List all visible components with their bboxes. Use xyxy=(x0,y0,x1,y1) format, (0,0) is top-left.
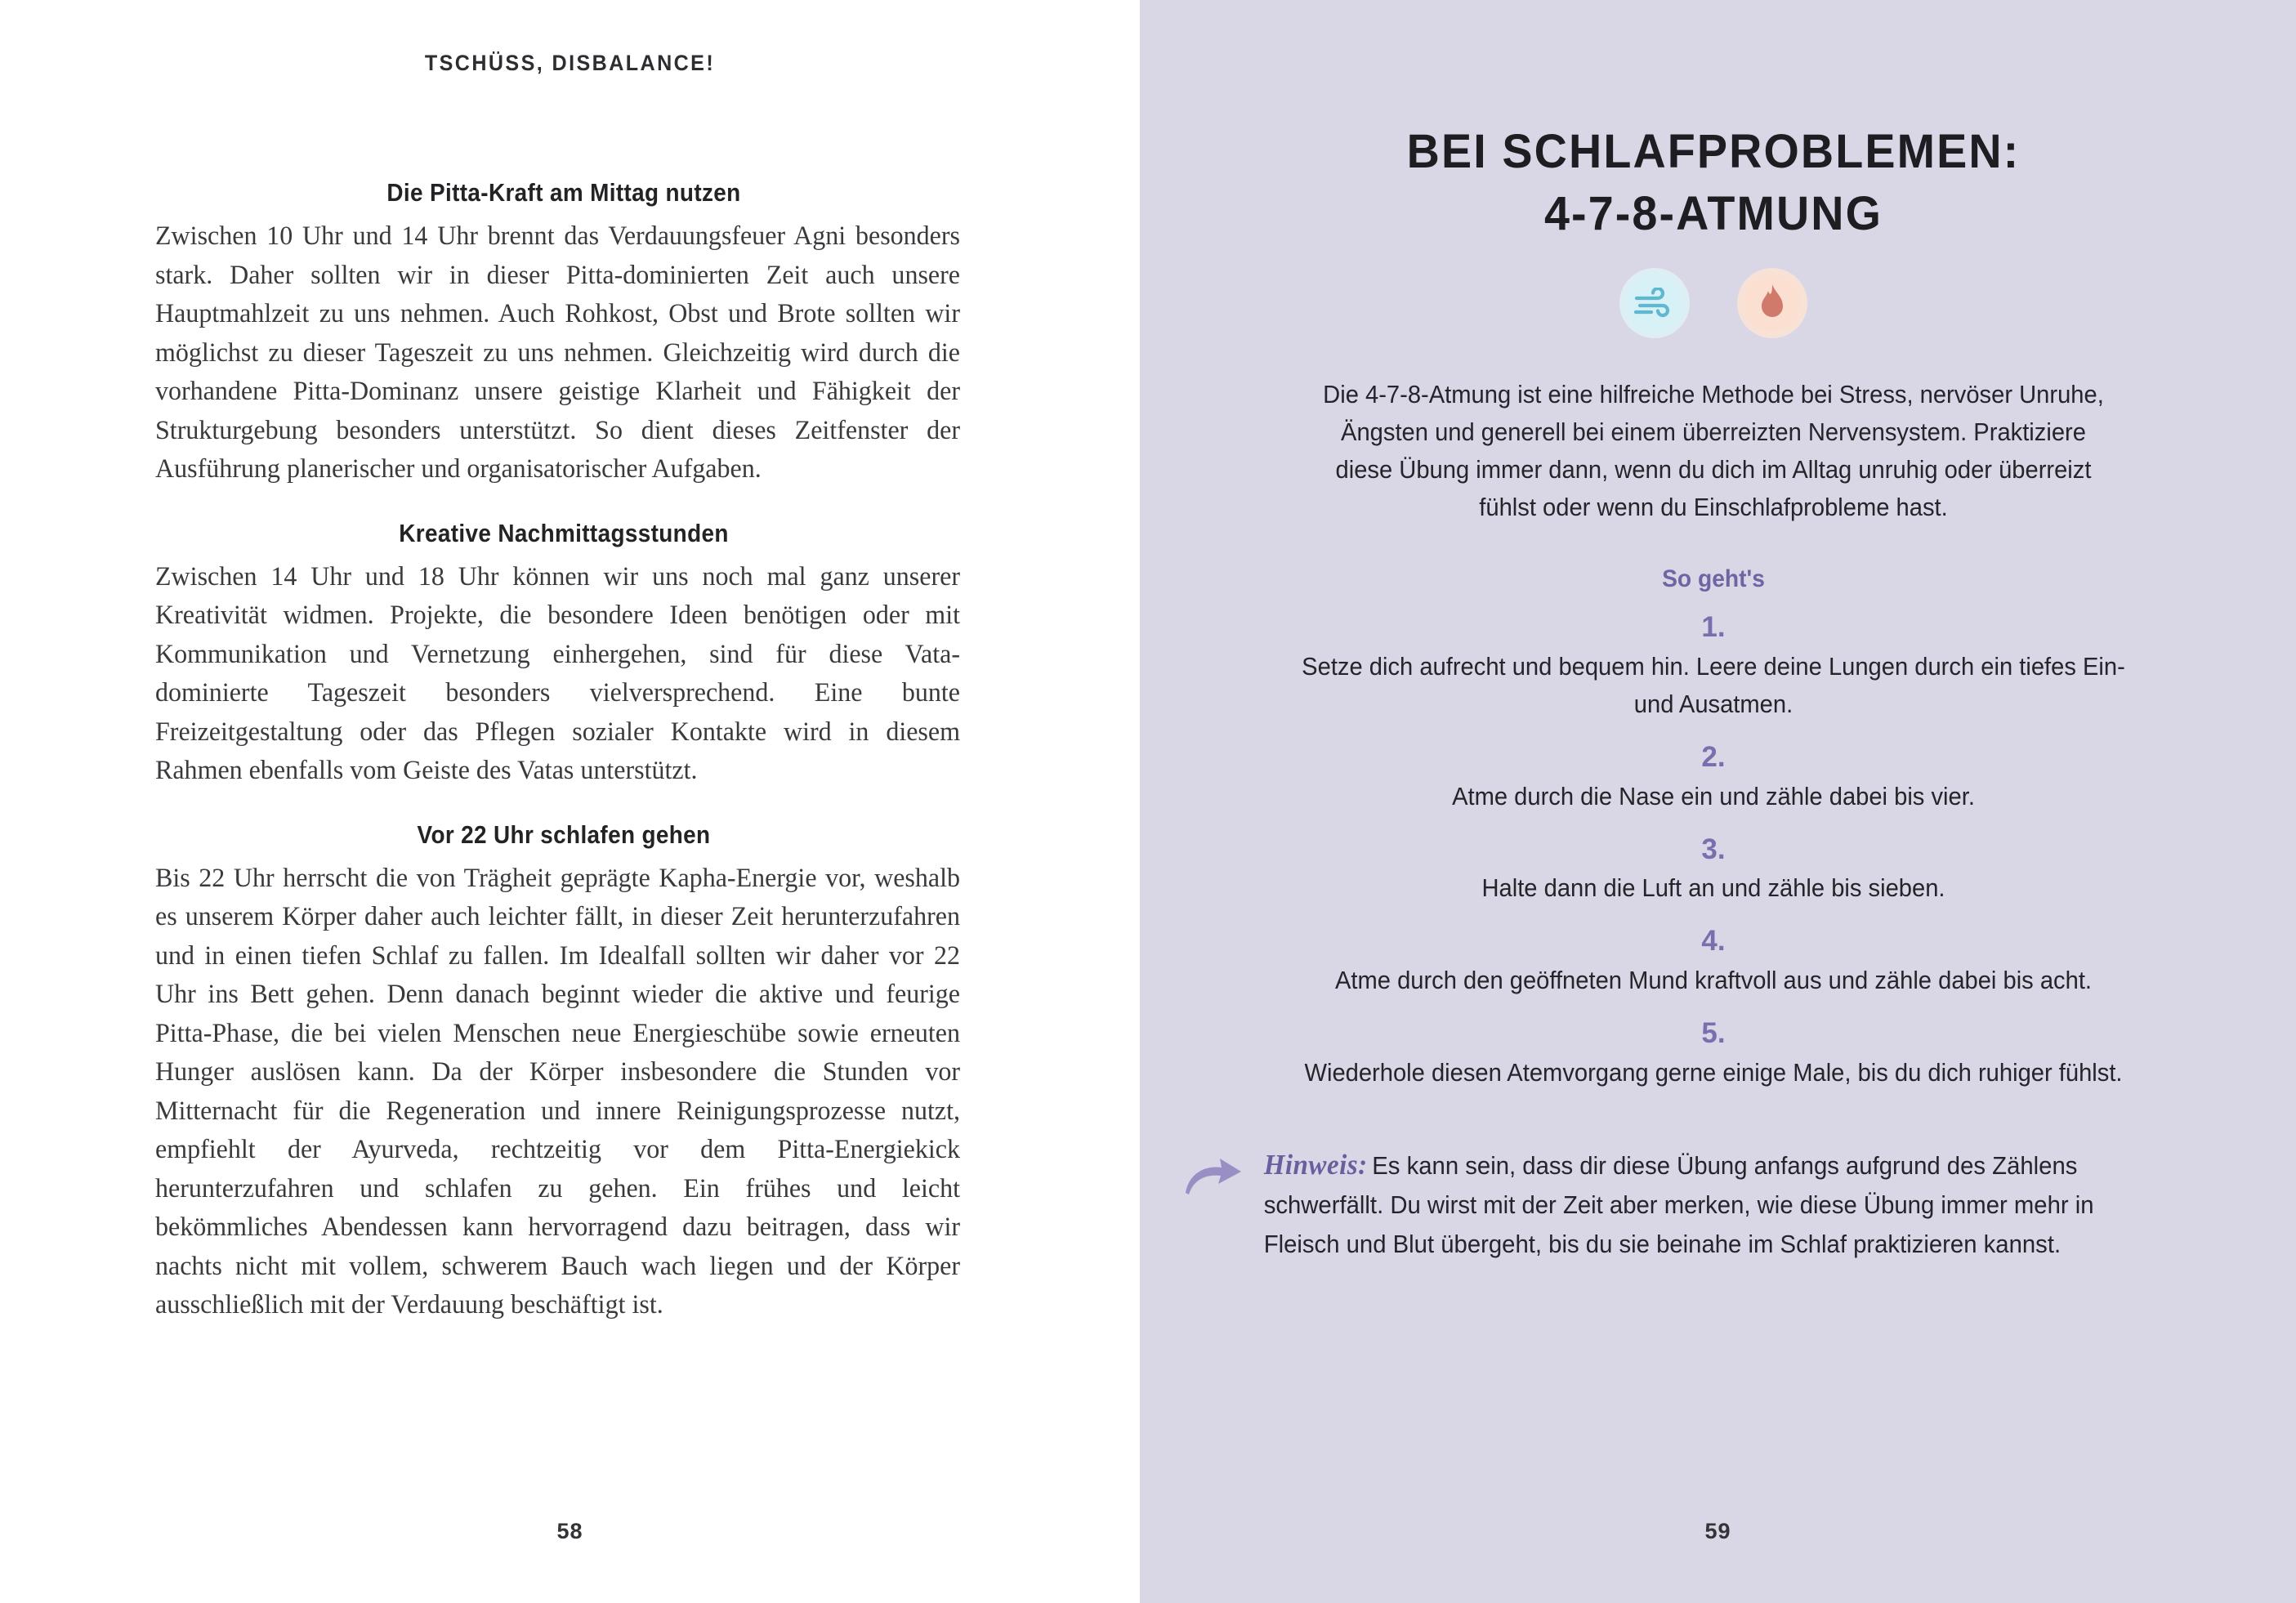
vata-wind-icon xyxy=(1619,268,1690,338)
section-heading: Die Pitta-Kraft am Mittag nutzen xyxy=(386,178,741,207)
page-title-line-1: BEI SCHLAFPROBLEMEN: xyxy=(1406,125,2021,178)
left-page xyxy=(0,0,1140,1603)
step-text: Atme durch die Nase ein und zähle dabei bis vier. xyxy=(1452,781,1975,810)
steps-label: So geht's xyxy=(1662,565,1765,592)
page-title xyxy=(1251,121,2177,245)
step-text: Wiederhole diesen Atemvorgang gerne einige Male, bis du dich ruhiger fühlst. xyxy=(1304,1057,2123,1087)
note-body: Es kann sein, dass dir diese Übung anfangs aufgrund des Zählens schwerfällt. Du wirst mit der Zeit aber merken, wie diese Übung immer mehr in Fleisch und Blut übergeht, bis du sie beinahe im Schlaf praktizieren kannst. xyxy=(1263,1150,2094,1258)
step-number: 5. xyxy=(1701,1017,1726,1049)
step-number: 3. xyxy=(1701,833,1726,865)
dosha-icon-row xyxy=(1231,268,2195,338)
section-heading: Kreative Nachmittagsstunden xyxy=(399,518,729,547)
step-number: 4. xyxy=(1701,925,1726,958)
section-kreative-nachmittagsstunden xyxy=(155,519,972,791)
running-head: TSCHÜSS, DISBALANCE! xyxy=(424,51,716,75)
section-body: Zwischen 10 Uhr und 14 Uhr brennt das Verdauungsfeuer Agni besonders stark. Daher sollten wir in dieser Pitta-dominierten Zeit auch unsere Hauptmahlzeit zu uns nehmen. Auch Rohkost, Obst und Brote sollten wir möglichst zu dieser Tageszeit zu uns nehmen. Gleichzeitig wird durch die vorhandene Pitta-Dominanz unsere geistige Klarheit und Fähigkeit der Strukturgebung besonders unterstützt. So dient dieses Zeitfenster der Ausführung planerischer und organisatorischer Aufgaben. xyxy=(155,221,960,484)
step-item xyxy=(1231,927,2195,999)
note-block xyxy=(1231,1145,2195,1264)
section-pitta-mittag xyxy=(155,178,972,489)
page-number-right: 59 xyxy=(1704,1519,1731,1543)
step-item xyxy=(1231,835,2195,908)
note-label: Hinweis: xyxy=(1263,1148,1368,1181)
page-number-left: 58 xyxy=(556,1519,583,1543)
section-body: Zwischen 14 Uhr und 18 Uhr können wir uns noch mal ganz unserer Kreativität widmen. Projekte, die besondere Ideen benötigen oder mit Kommunikation und Vernetzung einhergehen, sind für diese Vata-dominierte Tageszeit besonders vielversprechend. Eine bunte Freizeitgestaltung oder das Pflegen sozialer Kontakte wird in diesem Rahmen ebenfalls vom Geiste des Vatas unterstützt. xyxy=(155,561,960,785)
step-item xyxy=(1231,1019,2195,1092)
step-number: 2. xyxy=(1701,740,1726,773)
right-content xyxy=(1231,121,2195,1264)
section-heading: Vor 22 Uhr schlafen gehen xyxy=(417,819,711,849)
page-title-line-2: 4-7-8-ATMUNG xyxy=(1543,187,1883,240)
section-vor-22-uhr-schlafen xyxy=(155,820,972,1325)
step-item xyxy=(1231,740,2195,815)
step-text: Atme durch den geöffneten Mund kraftvoll aus und zähle dabei bis acht. xyxy=(1334,966,2093,994)
step-text: Setze dich aufrecht und bequem hin. Leere deine Lungen durch ein tiefes Ein- und Ausatmen. xyxy=(1302,651,2125,718)
right-page xyxy=(1140,0,2296,1603)
step-text: Halte dann die Luft an und zähle bis sieben. xyxy=(1481,873,1945,903)
section-body: Bis 22 Uhr herrscht die von Trägheit geprägte Kapha-Energie vor, weshalb es unserem Körper daher auch leichter fällt, in dieser Zeit herunterzufahren und in einen tiefen Schlaf zu fallen. Im Idealfall sollten wir daher vor 22 Uhr ins Bett gehen. Denn danach beginnt wieder die aktive und feurige Pitta-Phase, die bei vielen Menschen neue Energieschübe sowie erneuten Hunger auslösen kann. Da der Körper insbesondere die Stunden vor Mitternacht für die Regeneration und innere Reinigungsprozesse nutzt, empfiehlt der Ayurveda, rechtzeitig vor dem Pitta-Energiekick herunterzufahren und schlafen zu gehen. Ein frühes und leicht bekömmliches Abendessen kann hervorragend dazu beitragen, dass wir nachts nicht mit vollem, schwerem Bauch wach liegen und der Körper ausschließlich mit der Verdauung beschäftigt ist. xyxy=(155,863,960,1319)
step-item xyxy=(1231,613,2195,723)
left-text-column xyxy=(155,178,972,1325)
step-number: 1. xyxy=(1701,611,1726,643)
pitta-flame-icon xyxy=(1737,268,1807,338)
intro-paragraph: Die 4-7-8-Atmung ist eine hilfreiche Methode bei Stress, nervöser Unruhe, Ängsten und generell bei einem überreizten Nervensystem. Praktiziere diese Übung immer dann, wenn du dich im Alltag unruhig oder überreizt fühlst oder wenn du Einschlafprobleme hast. xyxy=(1323,380,2104,521)
note-text xyxy=(1231,1145,2142,1264)
